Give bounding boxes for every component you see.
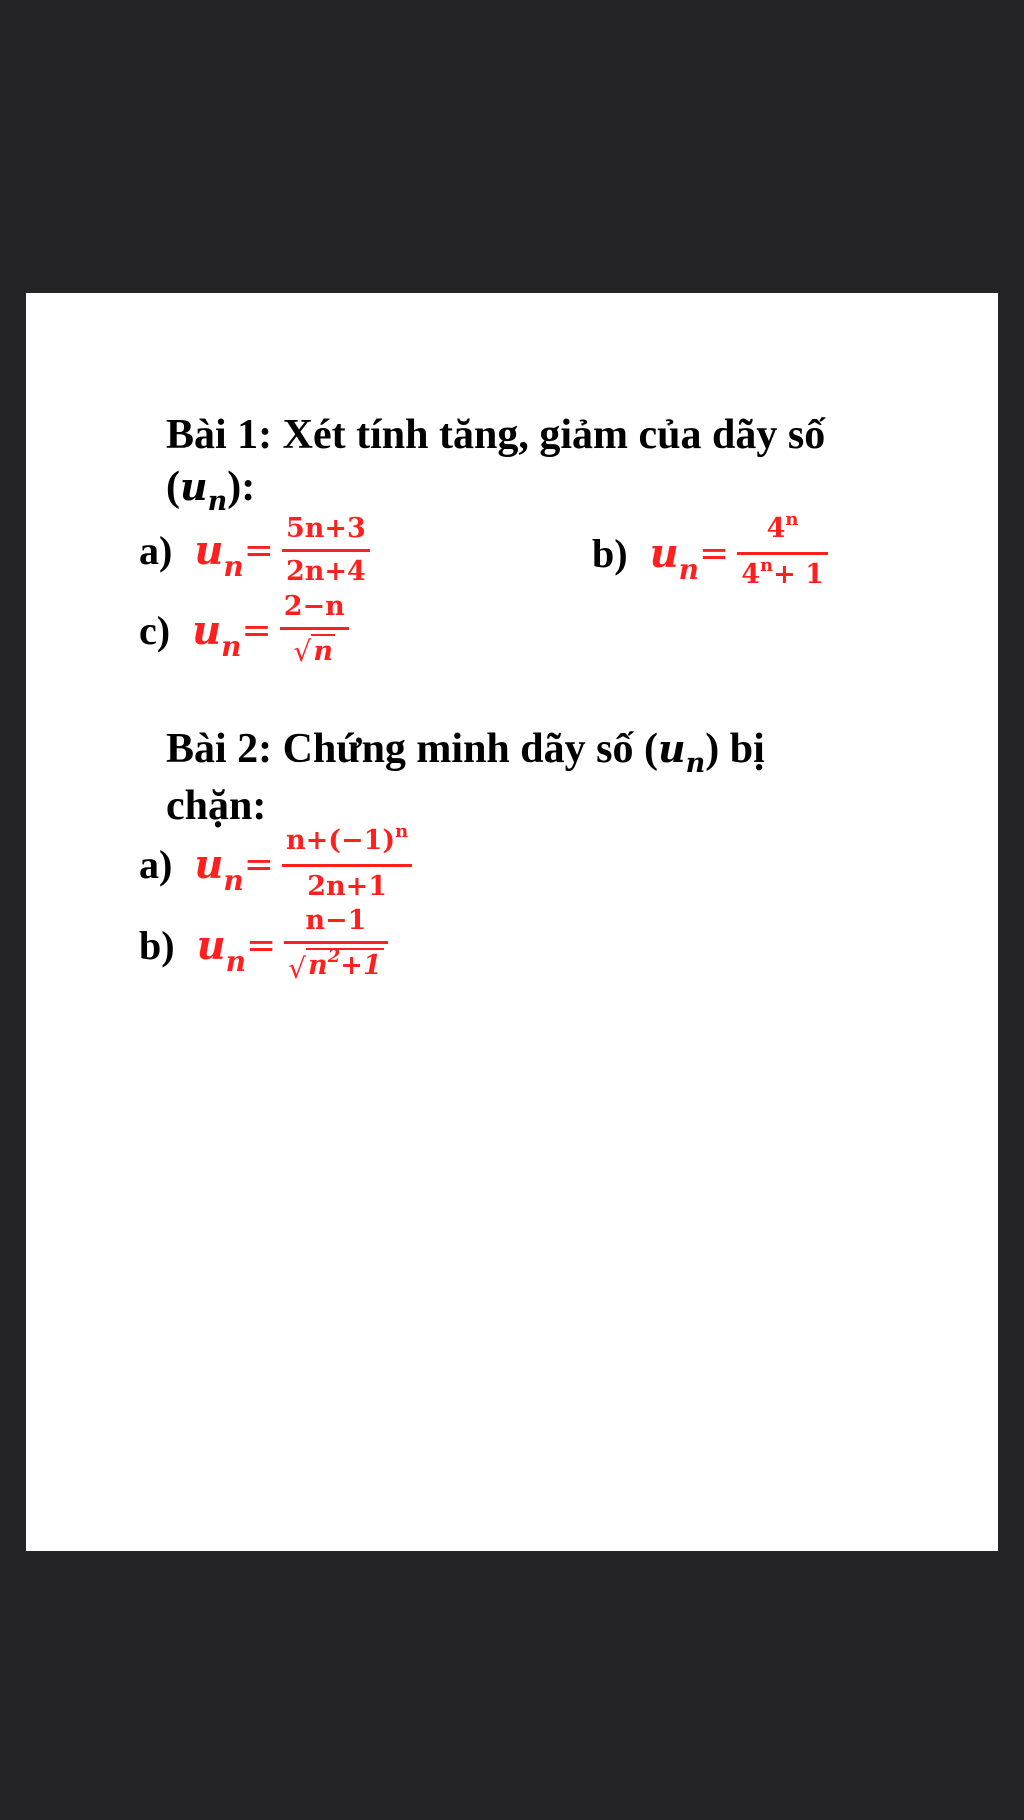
- radical-sign: √: [293, 635, 312, 668]
- exercise-1-title: [166, 409, 896, 518]
- sequence-term: $u_n$: [194, 527, 244, 583]
- fraction: [737, 509, 828, 594]
- square-root: √ n: [293, 635, 333, 668]
- sequence-term: $u_n$: [192, 606, 242, 663]
- equals-sign: =: [241, 609, 272, 651]
- equals-sign: =: [699, 533, 730, 574]
- fraction-numerator: $n+(-1)^n$: [285, 821, 409, 856]
- fraction-numerator: 5n+3: [285, 513, 366, 544]
- equals-sign: =: [246, 925, 277, 966]
- fraction-numerator: n−1: [305, 905, 367, 936]
- fraction: [282, 513, 370, 588]
- fraction-denominator: [284, 944, 387, 986]
- item-marker: b): [592, 531, 628, 576]
- fraction-numerator: 2−n: [283, 591, 345, 622]
- exercise-1-item-c: [139, 591, 349, 669]
- sequence-term: $u_n$: [194, 840, 244, 897]
- exercise-2-title-line1: Bài 2: Chứng minh dãy số $(u_n)$ bị: [166, 726, 765, 779]
- document-page: [26, 293, 998, 1551]
- exercise-2-title-line2: chặn:: [166, 783, 267, 829]
- fraction-denominator: 2n+4: [285, 556, 366, 587]
- radical-sign: √: [288, 952, 307, 985]
- exercise-2-item-a: [139, 821, 412, 903]
- fraction: [282, 821, 412, 903]
- item-marker: b): [139, 923, 175, 968]
- fraction: [280, 591, 349, 669]
- fraction-denominator: $4^n+ 1$: [741, 555, 824, 590]
- exercise-1-item-b: [592, 509, 828, 594]
- exercise-2-title: [166, 723, 896, 832]
- equals-sign: =: [243, 530, 274, 571]
- exercise-1-item-a: [139, 513, 370, 588]
- fraction-numerator: 4$^n$: [766, 509, 799, 544]
- sequence-term: $u_n$: [649, 530, 700, 586]
- item-marker: a): [139, 528, 173, 573]
- exercise-2-item-b: [139, 905, 388, 986]
- fraction: [284, 905, 387, 986]
- equals-sign: =: [243, 843, 274, 885]
- fraction-denominator: 2n+1: [307, 871, 388, 902]
- exercise-1-title-line2: $(u_n)$:: [166, 464, 256, 517]
- exercise-1-title-line1: Bài 1: Xét tính tăng, giảm của dãy số: [166, 412, 826, 458]
- fraction-denominator: [289, 630, 338, 669]
- sequence-term: $u_n$: [196, 922, 247, 978]
- item-marker: a): [139, 841, 173, 887]
- item-marker: c): [139, 607, 171, 653]
- square-root: √ $n^2+1$: [288, 946, 382, 985]
